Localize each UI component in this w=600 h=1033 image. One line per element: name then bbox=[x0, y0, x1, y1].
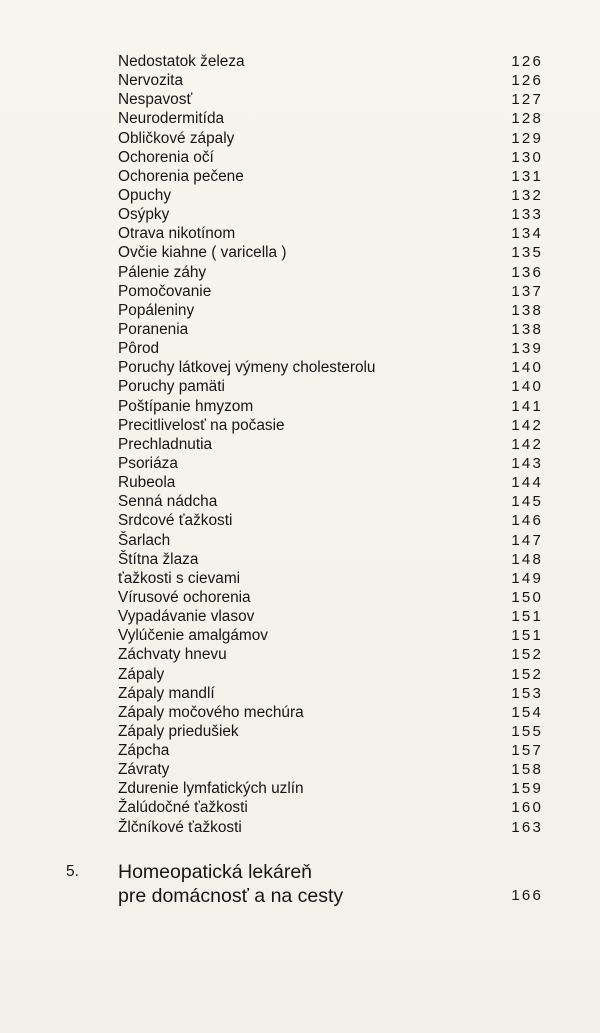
toc-entry bbox=[118, 684, 543, 703]
toc-entry-page: 138 bbox=[511, 301, 543, 319]
toc-entry bbox=[118, 148, 543, 167]
toc-entry-page: 158 bbox=[511, 761, 543, 779]
toc-entry-title: Zápaly mandlí bbox=[118, 684, 215, 702]
toc-entry-page: 163 bbox=[511, 818, 543, 836]
toc-entry-page: 151 bbox=[511, 608, 543, 626]
toc-entry-page: 146 bbox=[511, 512, 543, 530]
toc-entry-page: 137 bbox=[511, 282, 543, 300]
chapter-number: 5. bbox=[66, 863, 79, 880]
toc-entry-page: 129 bbox=[511, 129, 543, 147]
toc-entry bbox=[118, 339, 543, 358]
toc-entry bbox=[118, 665, 543, 684]
toc-entry-page: 126 bbox=[511, 72, 543, 90]
toc-entry-page: 142 bbox=[511, 435, 543, 453]
toc-entry-page: 139 bbox=[511, 340, 543, 358]
toc-entry bbox=[118, 722, 543, 741]
toc-entry-title: Pôrod bbox=[118, 340, 160, 358]
toc-entry bbox=[118, 760, 543, 779]
toc-entry-page: 138 bbox=[511, 320, 543, 338]
toc-entry-page: 142 bbox=[511, 416, 543, 434]
toc-entry bbox=[118, 90, 543, 109]
toc-entry-title: Záchvaty hnevu bbox=[118, 646, 227, 664]
toc-entry-title: Srdcové ťažkosti bbox=[118, 512, 233, 530]
toc-entry-title: Nedostatok železa bbox=[118, 53, 245, 70]
toc-entry bbox=[118, 205, 543, 224]
toc-entry-page: 152 bbox=[511, 665, 543, 683]
toc-entry-page: 148 bbox=[511, 550, 543, 568]
toc-entry bbox=[118, 818, 543, 837]
toc-entry-title: Ochorenia očí bbox=[118, 148, 214, 166]
toc-entry-title: Pálenie záhy bbox=[118, 263, 207, 281]
toc-entry bbox=[118, 416, 543, 435]
toc-entry bbox=[118, 588, 543, 607]
toc-entry bbox=[118, 569, 543, 588]
toc-entry bbox=[118, 798, 543, 817]
toc-entry-title: Žalúdočné ťažkosti bbox=[118, 799, 248, 817]
toc-entry bbox=[118, 52, 543, 71]
chapter-title-line-1: Homeopatická lekáreň bbox=[118, 861, 313, 883]
toc-entry-title: Zdurenie lymfatických uzlín bbox=[118, 780, 304, 798]
toc-entry-title: Zápaly bbox=[118, 665, 165, 683]
toc-entry-title: Poruchy látkovej výmeny cholesterolu bbox=[118, 359, 376, 377]
toc-entry-page: 145 bbox=[511, 493, 543, 511]
toc-entry bbox=[118, 531, 543, 550]
toc-entry-page: 157 bbox=[511, 742, 543, 760]
toc-entry-page: 136 bbox=[511, 263, 543, 281]
toc-entry-page: 134 bbox=[511, 225, 543, 243]
toc-entry-page: 126 bbox=[511, 53, 543, 70]
toc-entry-title: Pomočovanie bbox=[118, 282, 212, 300]
toc-entry-page: 150 bbox=[511, 588, 543, 606]
toc-entry bbox=[118, 71, 543, 90]
toc-entry-page: 130 bbox=[511, 148, 543, 166]
toc-entry bbox=[118, 109, 543, 128]
chapter-page-number: 166 bbox=[511, 887, 543, 904]
toc-entry-page: 132 bbox=[511, 186, 543, 204]
toc-entry-title: Poruchy pamäti bbox=[118, 378, 225, 396]
toc-entry-title: Precitlivelosť na počasie bbox=[118, 416, 285, 434]
toc-entry bbox=[118, 301, 543, 320]
toc-entry-title: Otrava nikotínom bbox=[118, 225, 236, 243]
toc-entry-title: Nespavosť bbox=[118, 91, 193, 109]
toc-entry-title: Žlčníkové ťažkosti bbox=[118, 818, 242, 836]
toc-entry-page: 151 bbox=[511, 627, 543, 645]
toc-entry-title: Nervozita bbox=[118, 72, 184, 90]
toc-entry-page: 147 bbox=[511, 531, 543, 549]
toc-entry-title: Psoriáza bbox=[118, 454, 178, 472]
toc-entry-title: Zápaly močového mechúra bbox=[118, 703, 304, 721]
toc-entry-title: Rubeola bbox=[118, 474, 176, 492]
toc-entry-title: Vylúčenie amalgámov bbox=[118, 627, 268, 645]
toc-entry-page: 133 bbox=[511, 206, 543, 224]
toc-entry-page: 141 bbox=[511, 397, 543, 415]
toc-entry-page: 153 bbox=[511, 684, 543, 702]
toc-entry-title: Zápcha bbox=[118, 742, 170, 760]
toc-entry-title: Poštípanie hmyzom bbox=[118, 397, 254, 415]
toc-entry bbox=[118, 358, 543, 377]
toc-entry bbox=[118, 435, 543, 454]
toc-entry bbox=[118, 779, 543, 798]
toc-entry bbox=[118, 607, 543, 626]
toc-entry bbox=[118, 129, 543, 148]
toc-entry-title: Neurodermitída bbox=[118, 110, 225, 128]
toc-entry-page: 144 bbox=[511, 474, 543, 492]
toc-entry bbox=[118, 626, 543, 645]
toc-entry-page: 140 bbox=[511, 359, 543, 377]
toc-entry-title: Osýpky bbox=[118, 206, 170, 224]
toc-entry bbox=[118, 282, 543, 301]
toc-entry-page: 135 bbox=[511, 244, 543, 262]
toc-entry-page: 152 bbox=[511, 646, 543, 664]
toc-entry-title: ťažkosti s cievami bbox=[118, 569, 241, 587]
toc-entry-title: Opuchy bbox=[118, 186, 172, 204]
chapter-title-line-2: pre domácnosť a na cesty bbox=[118, 885, 344, 907]
toc-entry bbox=[118, 741, 543, 760]
toc-entry-page: 140 bbox=[511, 378, 543, 396]
toc-entry-page: 131 bbox=[511, 167, 543, 185]
toc-entry-page: 127 bbox=[511, 91, 543, 109]
toc-entry-title: Senná nádcha bbox=[118, 493, 218, 511]
toc-entry-page: 143 bbox=[511, 454, 543, 472]
toc-entry-title: Ovčie kiahne ( varicella ) bbox=[118, 244, 287, 262]
toc-entry-page: 159 bbox=[511, 780, 543, 798]
toc-entry-title: Vypadávanie vlasov bbox=[118, 608, 255, 626]
toc-entry bbox=[118, 550, 543, 569]
toc-entry bbox=[118, 473, 543, 492]
toc-entry bbox=[118, 397, 543, 416]
toc-entry-title: Závraty bbox=[118, 761, 170, 779]
toc-entry bbox=[118, 224, 543, 243]
toc-entry-title: Ochorenia pečene bbox=[118, 167, 244, 185]
toc-entry-title: Zápaly priedušiek bbox=[118, 722, 239, 740]
toc-entry-page: 160 bbox=[511, 799, 543, 817]
toc-entry bbox=[118, 320, 543, 339]
toc-entry-title: Poranenia bbox=[118, 320, 189, 338]
toc-entry-title: Štítna žlaza bbox=[118, 550, 199, 568]
toc-entry bbox=[118, 511, 543, 530]
table-of-contents bbox=[118, 52, 543, 837]
toc-entry-title: Popáleniny bbox=[118, 301, 195, 319]
toc-entry-page: 149 bbox=[511, 569, 543, 587]
toc-entry-page: 155 bbox=[511, 722, 543, 740]
toc-entry bbox=[118, 377, 543, 396]
toc-entry bbox=[118, 167, 543, 186]
toc-entry bbox=[118, 186, 543, 205]
toc-entry-page: 154 bbox=[511, 703, 543, 721]
toc-entry bbox=[118, 454, 543, 473]
toc-entry bbox=[118, 243, 543, 262]
toc-entry bbox=[118, 492, 543, 511]
toc-entry bbox=[118, 703, 543, 722]
toc-entry-title: Vírusové ochorenia bbox=[118, 588, 251, 606]
toc-entry bbox=[118, 645, 543, 664]
toc-entry bbox=[118, 263, 543, 282]
toc-entry-title: Obličkové zápaly bbox=[118, 129, 235, 147]
toc-entry-title: Šarlach bbox=[118, 531, 171, 549]
toc-entry-title: Prechladnutia bbox=[118, 435, 213, 453]
toc-entry-page: 128 bbox=[511, 110, 543, 128]
